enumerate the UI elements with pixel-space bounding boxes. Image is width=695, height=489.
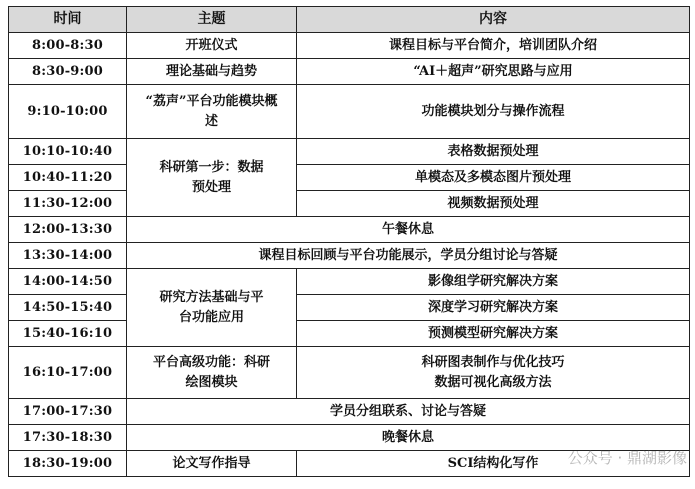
content-cell — [297, 347, 690, 399]
time-cell: 15:40-16:10 — [9, 321, 127, 347]
content-cell: 深度学习研究解决方案 — [297, 295, 690, 321]
table-row — [9, 399, 690, 425]
table-row — [9, 85, 690, 139]
time-cell: 18:30-19:00 — [9, 451, 127, 477]
table-row — [9, 165, 690, 191]
time-cell: 13:30-14:00 — [9, 243, 127, 269]
time-cell: 17:30-18:30 — [9, 425, 127, 451]
content-cell: 学员分组联系、讨论与答疑 — [127, 399, 690, 425]
content-cell: SCI结构化写作 — [297, 451, 690, 477]
content-cell: 表格数据预处理 — [297, 139, 690, 165]
table-row — [9, 295, 690, 321]
header-topic: 主题 — [127, 7, 297, 33]
time-cell: 14:50-15:40 — [9, 295, 127, 321]
topic-cell: “荔声”平台功能模块概述 — [127, 85, 297, 139]
table-row — [9, 243, 690, 269]
content-cell: 功能模块划分与操作流程 — [297, 85, 690, 139]
content-line-2: 数据可视化高级方法 — [434, 374, 552, 390]
table-row — [9, 191, 690, 217]
table-header-row — [9, 7, 690, 33]
topic-cell: 理论基础与趋势 — [127, 59, 297, 85]
table-row — [9, 217, 690, 243]
time-cell: 14:00-14:50 — [9, 269, 127, 295]
time-cell: 9:10-10:00 — [9, 85, 127, 139]
table-row — [9, 59, 690, 85]
time-cell: 12:00-13:30 — [9, 217, 127, 243]
topic-cell: 论文写作指导 — [127, 451, 297, 477]
topic-cell: 研究方法基础与平台功能应用 — [127, 269, 297, 347]
time-cell: 8:00-8:30 — [9, 33, 127, 59]
content-cell: 视频数据预处理 — [297, 191, 690, 217]
table-row — [9, 347, 690, 399]
table-row — [9, 33, 690, 59]
time-cell: 17:00-17:30 — [9, 399, 127, 425]
content-cell: 课程目标回顾与平台功能展示，学员分组讨论与答疑 — [127, 243, 690, 269]
content-cell: 课程目标与平台简介，培训团队介绍 — [297, 33, 690, 59]
watermark: 公众号 · 鼎湖影像 — [567, 449, 687, 467]
topic-cell: 科研第一步：数据预处理 — [127, 139, 297, 217]
table-row — [9, 139, 690, 165]
table-row — [9, 321, 690, 347]
content-cell: 午餐休息 — [127, 217, 690, 243]
time-cell: 10:40-11:20 — [9, 165, 127, 191]
table-row — [9, 269, 690, 295]
time-cell: 11:30-12:00 — [9, 191, 127, 217]
content-cell: 单模态及多模态图片预处理 — [297, 165, 690, 191]
content-cell: 影像组学研究解决方案 — [297, 269, 690, 295]
content-cell: 晚餐休息 — [127, 425, 690, 451]
content-cell: “AI＋超声”研究思路与应用 — [297, 59, 690, 85]
content-line-1: 科研图表制作与优化技巧 — [421, 355, 565, 370]
topic-cell: 开班仪式 — [127, 33, 297, 59]
time-cell: 16:10-17:00 — [9, 347, 127, 399]
content-cell: 预测模型研究解决方案 — [297, 321, 690, 347]
header-content: 内容 — [297, 7, 690, 33]
topic-cell: 平台高级功能：科研绘图模块 — [127, 347, 297, 399]
time-cell: 10:10-10:40 — [9, 139, 127, 165]
header-time: 时间 — [9, 7, 127, 33]
time-cell: 8:30-9:00 — [9, 59, 127, 85]
schedule-table — [8, 6, 690, 477]
